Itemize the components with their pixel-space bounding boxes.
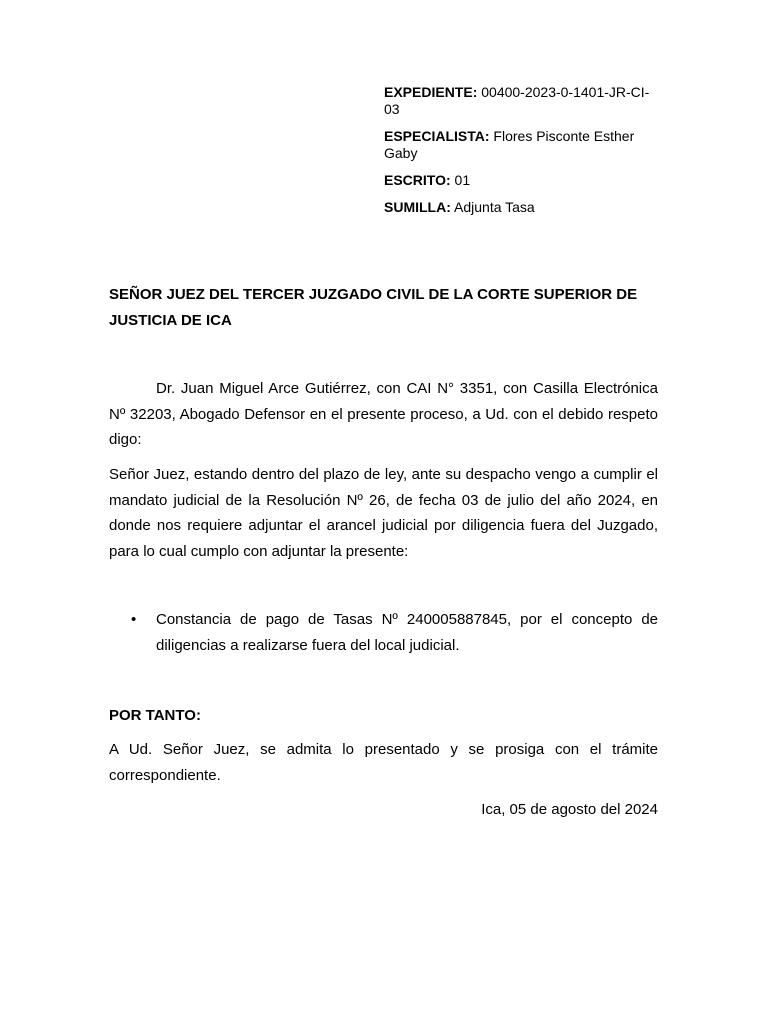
sumilla-field bbox=[384, 199, 656, 216]
body-paragraph: Señor Juez, estando dentro del plazo de ley, ante su despacho vengo a cumplir el mandato judicial de la Resolución Nº 26, de fecha 03 de julio del año 2024, en donde nos requiere adjuntar el arancel judicial por diligencia fuera del Juzgado, para lo cual cumplo con adjuntar la presente: bbox=[109, 466, 658, 560]
especialista-field bbox=[384, 128, 656, 162]
especialista-label: ESPECIALISTA: bbox=[384, 128, 490, 144]
escrito-value: 01 bbox=[454, 172, 471, 188]
closing-paragraph: A Ud. Señor Juez, se admita lo presentado y se prosiga con el trámite correspondiente. bbox=[109, 741, 658, 784]
escrito-label: ESCRITO: bbox=[384, 172, 451, 188]
sumilla-label: SUMILLA: bbox=[384, 199, 451, 215]
bullet-icon: • bbox=[131, 611, 137, 628]
sumilla-value: Adjunta Tasa bbox=[454, 199, 535, 215]
place-date: Ica, 05 de agosto del 2024 bbox=[481, 801, 658, 818]
attachments-list bbox=[109, 607, 658, 658]
escrito-field bbox=[384, 172, 656, 189]
closing-heading: POR TANTO: bbox=[109, 707, 201, 724]
intro-paragraph: Dr. Juan Miguel Arce Gutiérrez, con CAI N° 3351, con Casilla Electrónica Nº 32203, Abogado Defensor en el presente proceso, a Ud. con el debido respeto digo: bbox=[109, 380, 658, 448]
addressee-heading: SEÑOR JUEZ DEL TERCER JUZGADO CIVIL DE LA CORTE SUPERIOR DE JUSTICIA DE ICA bbox=[109, 286, 638, 329]
case-header bbox=[384, 84, 656, 226]
especialista-value: Flores Pisconte Esther Gaby bbox=[384, 128, 635, 161]
expediente-field bbox=[384, 84, 656, 118]
attachment-text: Constancia de pago de Tasas Nº 240005887845, por el concepto de diligencias a realizarse fuera del local judicial. bbox=[156, 611, 658, 654]
list-item bbox=[109, 607, 658, 658]
expediente-label: EXPEDIENTE: bbox=[384, 84, 478, 100]
expediente-value: 00400-2023-0-1401-JR-CI-03 bbox=[384, 84, 650, 117]
